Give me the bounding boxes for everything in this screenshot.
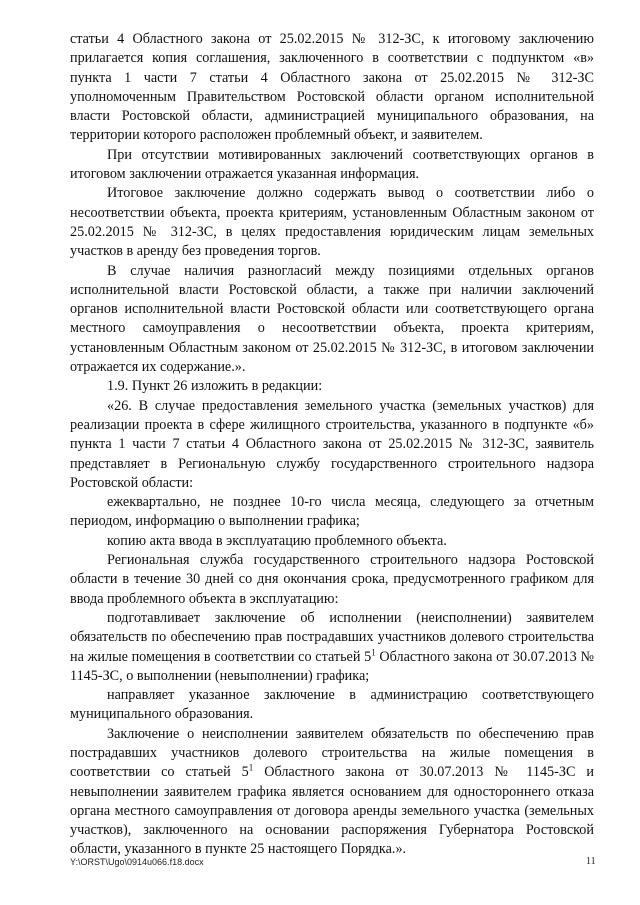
footer-file-path: Y:\ORST\Ugo\0914u066.f18.docx (70, 857, 204, 867)
paragraph: ежеквартально, не позднее 10-го числа месяца, следующего за отчетным периодом, информацию о выполнении графика; (70, 494, 594, 530)
paragraph: статьи 4 Областного закона от 25.02.2015 № 312-ЗС, к итоговому заключению прилагается копия соглашения, заключенного в соответствии с подпунктом «в» пункта 1 части 7 статьи 4 Областного закона от 25.02.2015 № 312-ЗС уполномоченным Правительством Ростовской области органом исполнительной власти Ростовской области, администрацией муниципального образования, на территории которого расположен проблемный объект, и заявителем. (70, 31, 594, 144)
paragraph: направляет указанное заключение в администрацию соответствующего муниципального образования. (70, 687, 594, 723)
paragraph-text: Областного закона от 30.07.2013 № 1145-ЗС, о выполнении (невыполнении) графика; (70, 648, 595, 684)
paragraph: Региональная служба государственного строительного надзора Ростовской области в течение 30 дней со дня окончания срока, предусмотренного графиком для ввода проблемного объекта в эксплуатацию: (70, 552, 594, 607)
superscript: 1 (248, 762, 254, 773)
paragraph (70, 725, 594, 860)
superscript: 1 (371, 646, 376, 657)
paragraph (70, 609, 594, 686)
document-body (70, 30, 594, 860)
paragraph: «26. В случае предоставления земельного участка (земельных участков) для реализации проекта в сфере жилищного строительства, указанного в подпункте «б» пункта 1 части 7 статьи 4 Областного закона от 25.02.2015 № 312-ЗС, заявитель представляет в Региональную службу государственного строительного надзора Ростовской области: (70, 397, 594, 491)
paragraph-text: Заключение о неисполнении заявителем обязательств по обеспечению прав пострадавших участников долевого строительства на жилые помещения в соответствии со статьей 5 (70, 725, 594, 781)
paragraph: 1.9. Пункт 26 изложить в редакции: (107, 378, 323, 395)
paragraph-text: Областного закона от 30.07.2013 № 1145-ЗС и невыполнении заявителем графика является основанием для одностороннего отказа органа местного самоуправления от договора аренды земельного участка (земельных участков), заключенного на основании распоряжения Губернатора Ростовской области, указанного в пункте 25 настоящего Порядка.». (70, 764, 594, 858)
paragraph: копию акта ввода в эксплуатацию проблемного объекта. (107, 532, 447, 549)
paragraph: В случае наличия разногласий между позициями отдельных органов исполнительной власти Ростовской области, а также при наличии заключений органов исполнительной власти Ростовской области или соответствующего органа местного самоуправления о несоответствии объекта, проекта критериям, установленным Областным законом от 25.02.2015 № 312-ЗС, в итоговом заключении отражается их содержание.». (70, 262, 594, 376)
paragraph: При отсутствии мотивированных заключений соответствующих органов в итоговом заключении отражается указанная информация. (70, 146, 594, 183)
paragraph-text: подготавливает заключение об исполнении (неисполнении) заявителем обязательств по обеспечению прав пострадавших участников долевого строительства на жилые помещения в соответствии со статьей 5 (70, 609, 594, 665)
page-number: 11 (586, 856, 596, 867)
paragraph: Итоговое заключение должно содержать вывод о соответствии либо о несоответствии объекта, проекта критериям, установленным Областным законом от 25.02.2015 № 312-ЗС, в целях предоставления юридическим лицам земельных участков в аренду без проведения торгов. (70, 185, 594, 260)
